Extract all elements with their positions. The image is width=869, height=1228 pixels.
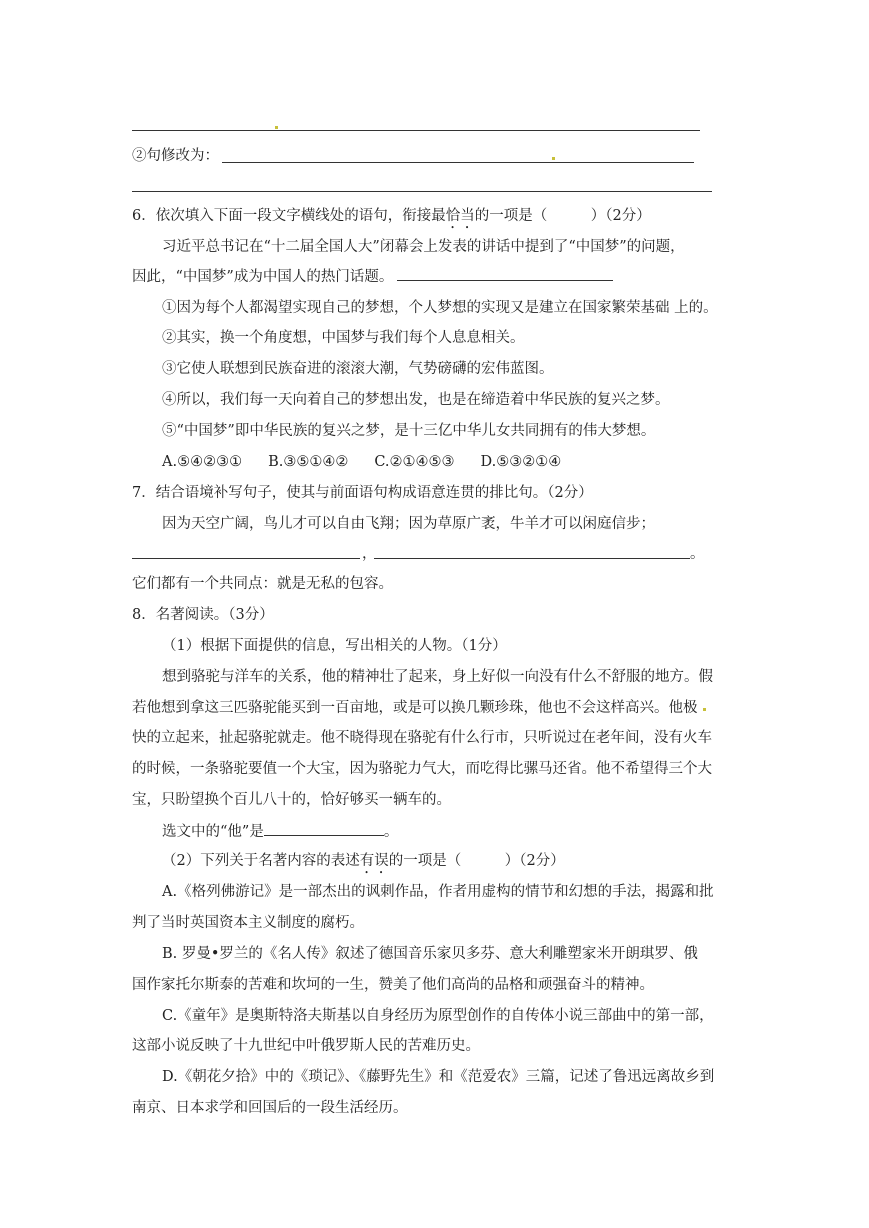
choice-a: A.《格列佛游记》是一部杰出的讽刺作品，作者用虚构的情节和幻想的手法，揭露和批 (162, 884, 714, 900)
choice-c: C.《童年》是奥斯特洛夫斯基以自身经历为原型创作的自传体小说三部曲中的第一部， (162, 1008, 714, 1024)
question-7-title: 7．结合语境补写句子，使其与前面语句构成语意连贯的排比句。（2分） (132, 485, 593, 501)
stray-dot (275, 126, 278, 129)
sentence-2: ②其实，换一个角度想，中国梦与我们每个人息息相关。 (162, 330, 525, 346)
fill-blank (264, 821, 384, 836)
choice-d-cont: 南京、日本求学和回国后的一段生活经历。 (132, 1100, 408, 1116)
choice-a-cont: 判了当时英国资本主义制度的腐朽。 (132, 915, 364, 931)
passage-line: 想到骆驼与洋车的关系，他的精神壮了起来，身上好似一向没有什么不舒服的地方。假 (162, 669, 713, 685)
revision-2-label: ②句修改为： (132, 148, 219, 164)
passage-line: 宝，只盼望换个百儿八十的，恰好够买一辆车的。 (132, 792, 451, 808)
passage-line: 若他想到拿这三匹骆驼能买到一百亩地，或是可以换几颗珍珠，他也不会这样高兴。他极 (132, 700, 698, 716)
question-7-given: 因为天空广阔，鸟儿才可以自由飞翔；因为草原广袤，牛羊才可以闲庭信步； (162, 516, 655, 532)
question-8-sub1: （1）根据下面提供的信息，写出相关的人物。（1分） (162, 638, 507, 654)
option-b: B.③⑤①④② (268, 454, 349, 470)
question-8-title: 8．名著阅读。（3分） (132, 607, 274, 623)
option-a: A.⑤④②③① (162, 454, 243, 470)
question-8-answer: 选文中的“他”是 。 (162, 821, 398, 842)
fill-blank (397, 266, 613, 281)
question-6-paragraph: 因此，“中国梦”成为中国人的热门话题。 (132, 266, 613, 287)
sentence-4: ④所以，我们每一天向着自己的梦想出发，也是在缔造着中华民族的复兴之梦。 (162, 392, 670, 408)
sentence-5: ⑤“中国梦”即中华民族的复兴之梦，是十三亿中华儿女共同拥有的伟大梦想。 (162, 423, 656, 439)
choice-c-cont: 这部小说反映了十九世纪中叶俄罗斯人民的苦难历史。 (132, 1038, 480, 1054)
question-8-sub2: （2）下列关于名著内容的表述有误的一项是（ ）（2分） (162, 853, 565, 869)
choice-b: B. 罗曼•罗兰的《名人传》叙述了德国音乐家贝多芬、意大利雕塑家米开朗琪罗、俄 (162, 946, 698, 962)
question-7-after: 它们都有一个共同点：就是无私的包容。 (132, 576, 393, 592)
option-c: C.②①④⑤③ (374, 454, 455, 470)
stray-dot (703, 708, 706, 711)
passage-line: 快的立起来，扯起骆驼就走。他不晓得现在骆驼有什么行市，只听说过在老年间，没有火车 (132, 730, 712, 746)
passage-line: 的时候，一条骆驼要值一个大宝，因为骆驼力气大，而吃得比骡马还省。他不希望得三个大 (132, 761, 712, 777)
question-6-paragraph: 习近平总书记在“十二届全国人大”闭幕会上发表的讲话中提到了“中国梦”的问题， (162, 239, 685, 255)
answer-line (132, 130, 700, 131)
comma: ， (362, 546, 377, 562)
choice-b-cont: 国作家托尔斯泰的苦难和坎坷的一生，赞美了他们高尚的品格和顽强奋斗的精神。 (132, 977, 654, 993)
answer-line (374, 558, 690, 559)
choice-d: D.《朝花夕拾》中的《琐记》、《藤野先生》和《范爱农》三篇，记述了鲁迅远离故乡到 (162, 1069, 715, 1085)
answer-line (132, 191, 712, 192)
sentence-3: ③它使人联想到民族奋进的滚滚大潮，气势磅礴的宏伟蓝图。 (162, 361, 554, 377)
option-d: D.⑤③②①④ (480, 454, 562, 470)
answer-line (222, 162, 694, 163)
sentence-1: ①因为每个人都渴望实现自己的梦想，个人梦想的实现又是建立在国家繁荣基础 上的。 (162, 300, 718, 316)
question-6-options (162, 452, 587, 472)
question-6-title: 6．依次填入下面一段文字横线处的语句，衔接最恰当的一项是（ ）（2分） (132, 208, 651, 224)
stray-dot (552, 157, 555, 160)
answer-line (132, 558, 360, 559)
period: 。 (690, 546, 705, 562)
